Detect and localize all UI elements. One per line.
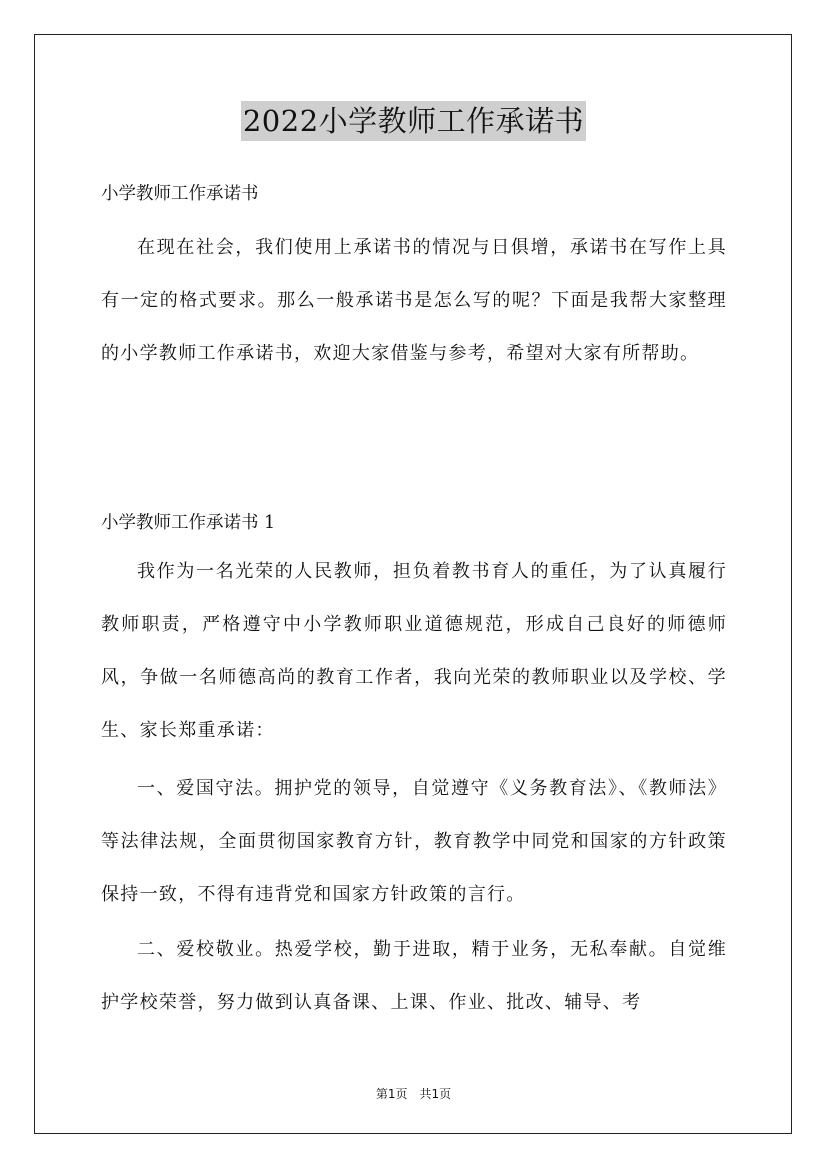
document-title-wrap [0,101,827,141]
body-paragraph: 二、爱校敬业。热爱学校，勤于进取，精于业务，无私奉献。自觉维护学校荣誉，努力做到认真备课、上课、作业、批改、辅导、考 [101,939,727,1013]
intro-paragraph: 在现在社会，我们使用上承诺书的情况与日俱增，承诺书在写作上具有一定的格式要求。那么一般承诺书是怎么写的呢？下面是我帮大家整理的小学教师工作承诺书，欢迎大家借鉴与参考，希望对大家有所帮助。 [101,237,727,364]
intro-heading: 小学教师工作承诺书 [101,184,259,204]
document-title: 2022小学教师工作承诺书 [241,101,586,141]
body-paragraph: 一、爱国守法。拥护党的领导，自觉遵守《义务教育法》、《教师法》等法律法规，全面贯彻国家教育方针，教育教学中同党和国家的方针政策保持一致，不得有违背党和国家方针政策的言行。 [101,778,727,905]
section-heading: 小学教师工作承诺书 1 [101,513,276,533]
body-paragraph: 我作为一名光荣的人民教师，担负着教书育人的重任，为了认真履行教师职责，严格遵守中小学教师职业道德规范，形成自己良好的师德师风，争做一名师德高尚的教育工作者，我向光荣的教师职业以及学校、学生、家长郑重承诺： [101,561,727,741]
page-footer: 第1页 共1页 [375,1087,452,1101]
